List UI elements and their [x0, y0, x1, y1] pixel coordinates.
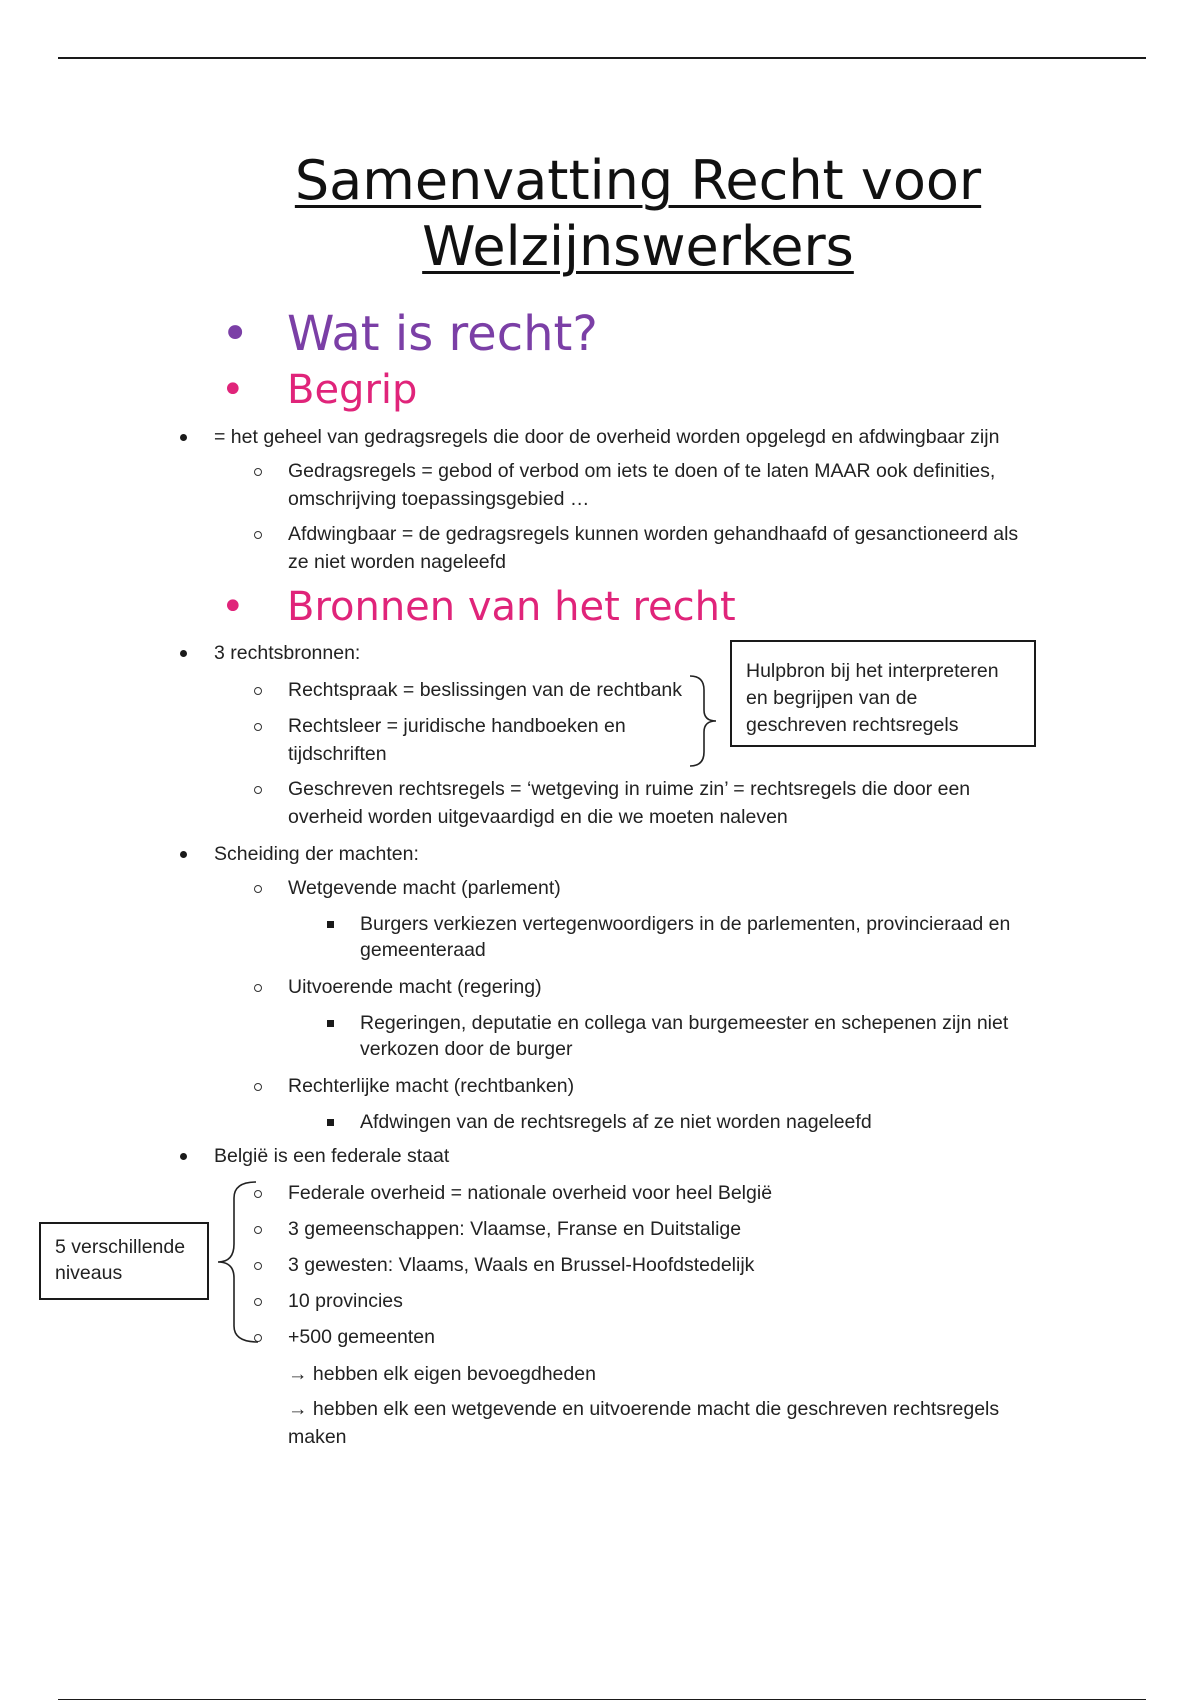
wetgevende-macht: Wetgevende macht (parlement) [288, 877, 561, 899]
note-line-2: en begrijpen van de [746, 687, 918, 709]
bullet-circle [254, 723, 262, 731]
bullet-dot [180, 434, 187, 441]
afdwingbaar-line-2: ze niet worden nageleefd [288, 551, 506, 573]
bullet-circle [254, 687, 262, 695]
bullet-circle [254, 984, 262, 992]
bullet-circle [254, 468, 262, 476]
rechtspraak-text: Rechtspraak = beslissingen van de rechtbank [288, 679, 683, 701]
bullet-dot: • [221, 367, 245, 413]
heading-wat-is-recht: • Wat is recht? [221, 306, 598, 362]
heading-bronnen: • Bronnen van het recht [221, 584, 736, 630]
rechtsbronnen-note-box [730, 640, 1036, 747]
bullet-dot: • [221, 584, 245, 630]
gedragsregels-line-1: Gedragsregels = gebod of verbod om iets te doen of te laten MAAR ook definities, [288, 460, 996, 482]
uitvoerende-macht: Uitvoerende macht (regering) [288, 976, 542, 998]
belgie-intro: België is een federale staat [214, 1145, 450, 1167]
note-line-3: geschreven rechtsregels [746, 714, 959, 736]
level-item: 10 provincies [288, 1290, 403, 1312]
bullet-dot [180, 1153, 187, 1160]
bullet-circle [254, 1083, 262, 1091]
geschreven-line-1: Geschreven rechtsregels = ‘wetgeving in ruime zin’ = rechtsregels die door een [288, 778, 971, 800]
uitvoerend-sub-line-2: verkozen door de burger [360, 1038, 573, 1060]
rechtsleer-line-2: tijdschriften [288, 743, 387, 765]
left-brace [204, 1178, 264, 1348]
bullet-square [327, 921, 334, 928]
wetgevend-sub-line-1: Burgers verkiezen vertegenwoordigers in de parlementen, provincieraad en [360, 913, 1011, 935]
bullet-dot [180, 851, 187, 858]
bullet-circle [254, 885, 262, 893]
note-line-1: Hulpbron bij het interpreteren [746, 660, 999, 682]
uitvoerend-sub-line-1: Regeringen, deputatie en collega van burgemeester en schepenen zijn niet [360, 1012, 1009, 1034]
rechterlijke-macht: Rechterlijke macht (rechtbanken) [288, 1075, 575, 1097]
begrip-definition: = het geheel van gedragsregels die door de overheid worden opgelegd en afdwingbaar zijn [214, 426, 1000, 448]
levels-note-line-2: niveaus [55, 1262, 123, 1284]
arrow-note-2-line-1: → hebben elk een wetgevende en uitvoerende macht die geschreven rechtsregels [288, 1398, 1000, 1420]
levels-note-box [39, 1222, 209, 1300]
arrow-note-2-line-2: maken [288, 1426, 347, 1448]
document-title [0, 148, 1200, 280]
level-item: +500 gemeenten [288, 1326, 435, 1348]
afdwingbaar-line-1: Afdwingbaar = de gedragsregels kunnen worden gehandhaafd of gesanctioneerd als [288, 523, 1019, 545]
rechtsleer-line-1: Rechtsleer = juridische handboeken en [288, 715, 626, 737]
machten-intro: Scheiding der machten: [214, 843, 419, 865]
bullet-circle [254, 786, 262, 794]
level-item: Federale overheid = nationale overheid voor heel België [288, 1182, 773, 1204]
bullet-square [327, 1020, 334, 1027]
arrow-note-1: → hebben elk eigen bevoegdheden [288, 1363, 596, 1385]
bullet-dot [180, 650, 187, 657]
header-rule [58, 57, 1146, 59]
level-item: 3 gemeenschappen: Vlaamse, Franse en Duitstalige [288, 1218, 742, 1240]
geschreven-line-2: overheid worden uitgevaardigd en die we moeten naleven [288, 806, 788, 828]
right-brace [686, 672, 736, 772]
bullet-square [327, 1119, 334, 1126]
level-item: 3 gewesten: Vlaams, Waals en Brussel-Hoofdstedelijk [288, 1254, 755, 1276]
title-line-2: Welzijnswerkers [422, 215, 854, 278]
title-line-1: Samenvatting Recht voor [294, 149, 982, 212]
rechtsbronnen-intro: 3 rechtsbronnen: [214, 642, 361, 664]
levels-note-line-1: 5 verschillende [55, 1236, 186, 1258]
bullet-circle [254, 531, 262, 539]
bullet-dot: • [221, 306, 250, 362]
gedragsregels-line-2: omschrijving toepassingsgebied … [288, 488, 590, 510]
rechterlijk-sub: Afdwingen van de rechtsregels af ze niet worden nageleefd [360, 1111, 872, 1133]
heading-begrip: • Begrip [221, 367, 418, 413]
wetgevend-sub-line-2: gemeenteraad [360, 939, 486, 961]
